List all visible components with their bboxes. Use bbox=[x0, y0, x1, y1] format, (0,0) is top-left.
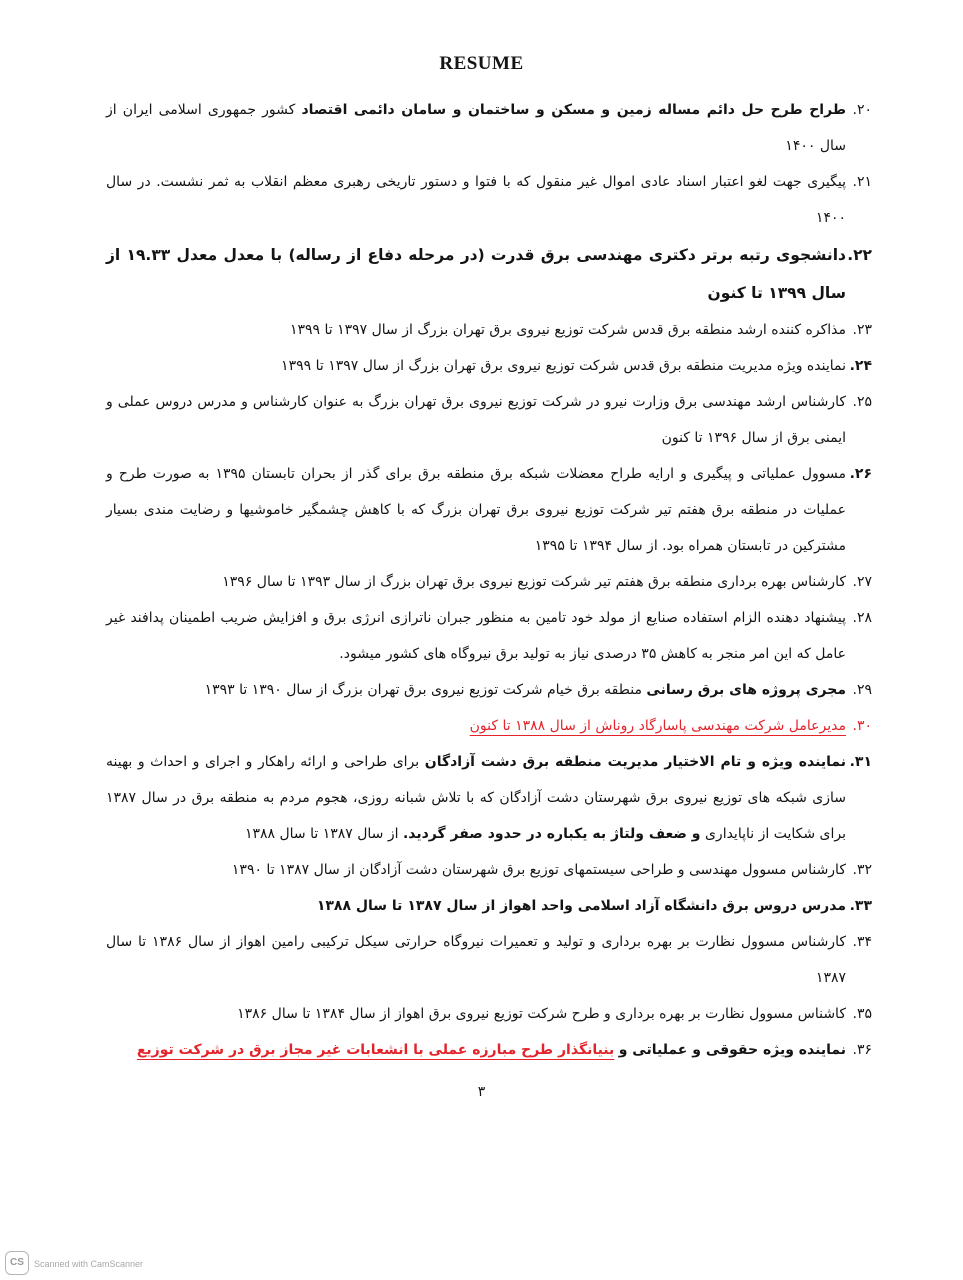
item-number: ۳۰. bbox=[852, 718, 872, 734]
item-text bbox=[106, 708, 846, 744]
item-number: ۳۱. bbox=[849, 754, 872, 770]
item-number: ۲۶. bbox=[849, 466, 872, 482]
resume-item-29 bbox=[91, 672, 872, 708]
item-number: ۲۲. bbox=[847, 246, 872, 264]
item-number: ۲۹. bbox=[852, 682, 872, 698]
resume-item-23 bbox=[91, 312, 872, 348]
item-number: ۲۱. bbox=[852, 174, 872, 190]
item-text-normal: از سال ۱۳۸۷ تا سال ۱۳۸۸ bbox=[244, 826, 399, 842]
resume-item-31 bbox=[91, 744, 872, 852]
item-text: کاشناس مسوول نظارت بر بهره برداری و طرح شرکت توزیع نیروی برق اهواز از سال ۱۳۸۴ تا سال ۱۳۸۶ bbox=[237, 1006, 846, 1022]
item-text-bold: نماینده ویژه حقوقی و عملیاتی و bbox=[618, 1042, 846, 1058]
item-text: پیشنهاد دهنده الزام استفاده صنایع از مولد خود تامین به منظور جبران ناترازی انرژی برق و افزایش ضریب اطمینان پدافند غیر عامل که این امر منجر به کاهش ۳۵ درصدی نیاز به تولید برق نیروگاه های کشور میشود. bbox=[106, 610, 846, 662]
resume-list bbox=[91, 92, 872, 1110]
item-text-highlight: مدیرعامل شرکت مهندسی پاسارگاد روناش از سال ۱۳۸۸ تا کنون bbox=[469, 718, 846, 734]
item-text: پیگیری جهت لغو اعتبار اسناد عادی اموال غیر منقول که با فتوا و دستور تاریخی رهبری معظم انقلاب به ثمر نشست. در سال ۱۴۰۰ bbox=[106, 174, 846, 226]
item-text: کارشناس مسوول مهندسی و طراحی سیستمهای توزیع برق شهرستان دشت آزادگان از سال ۱۳۸۷ تا ۱۳۹۰ bbox=[231, 862, 846, 878]
item-number: ۲۰. bbox=[852, 102, 872, 118]
item-text-bold: و ضعف ولتاژ به یکباره در حدود صفر گردید. bbox=[402, 826, 701, 842]
page-title: RESUME bbox=[439, 53, 524, 74]
camscanner-logo-icon: CS bbox=[5, 1251, 29, 1275]
item-number: ۳۲. bbox=[852, 862, 872, 878]
resume-item-30 bbox=[91, 708, 872, 744]
item-text bbox=[106, 92, 846, 164]
resume-item-34 bbox=[91, 924, 872, 996]
resume-item-22 bbox=[91, 236, 872, 312]
resume-item-24 bbox=[91, 348, 872, 384]
item-text-bold: مجری پروژه های برق رسانی bbox=[646, 682, 846, 698]
resume-item-33 bbox=[91, 888, 872, 924]
page-number: ۳ bbox=[477, 1084, 486, 1100]
resume-item-20 bbox=[91, 92, 872, 164]
item-text-bold: نماینده ویژه و تام الاختیار مدیریت منطقه برق دشت آزادگان bbox=[424, 754, 847, 770]
item-number: ۳۳. bbox=[849, 898, 872, 914]
item-text: کارشناس مسوول نظارت بر بهره برداری و تولید و تعمیرات نیروگاه حرارتی سیکل ترکیبی رامین اهواز از سال ۱۳۸۶ تا سال ۱۳۸۷ bbox=[106, 934, 846, 986]
item-number: ۳۵. bbox=[852, 1006, 872, 1022]
item-number: ۲۳. bbox=[852, 322, 872, 338]
item-text-normal: برای طراحی و ارائه راهکار و اجرای و احداث و بهینه سازی شبکه های توزیع نیروی برق شهرستان دشت آزادگان که با تلاش شبانه روزی، هجوم مردم به منطقه برق در سال ۱۳۸۷ برای شکایت از ناپایداری bbox=[106, 754, 846, 842]
item-text bbox=[106, 1032, 846, 1068]
item-text: مذاکره کننده ارشد منطقه برق قدس شرکت توزیع نیروی برق تهران بزرگ از سال ۱۳۹۷ تا ۱۳۹۹ bbox=[289, 322, 846, 338]
resume-item-36 bbox=[91, 1032, 872, 1068]
resume-item-26 bbox=[91, 456, 872, 564]
item-text: کارشناس بهره برداری منطقه برق هفتم تیر شرکت توزیع نیروی برق تهران بزرگ از سال ۱۳۹۳ تا سال ۱۳۹۶ bbox=[222, 574, 846, 590]
item-text bbox=[106, 744, 846, 852]
item-text bbox=[106, 672, 846, 708]
item-number: ۲۵. bbox=[852, 394, 872, 410]
scanner-watermark-text: Scanned with CamScanner bbox=[34, 1259, 144, 1269]
item-text-normal: کشور جمهوری اسلامی ایران از سال ۱۴۰۰ bbox=[106, 102, 846, 154]
item-text-highlight: بنیانگذار طرح مبارزه عملی با انشعابات غیر مجاز برق در شرکت توزیع bbox=[136, 1042, 615, 1058]
item-text-bold: طراح طرح حل دائم مساله زمین و مسکن و ساختمان و سامان دائمی اقتصاد bbox=[301, 102, 847, 118]
resume-item-32 bbox=[91, 852, 872, 888]
item-number: ۳۶. bbox=[852, 1042, 872, 1058]
resume-item-35 bbox=[91, 996, 872, 1032]
item-number: ۳۴. bbox=[852, 934, 872, 950]
item-text: دانشجوی رتبه برتر دکتری مهندسی برق قدرت (در مرحله دفاع از رساله) با معدل معدل ۱۹.۳۳ از سال ۱۳۹۹ تا کنون bbox=[106, 246, 846, 302]
item-number: ۲۴. bbox=[849, 358, 872, 374]
item-text: مسوول عملیاتی و پیگیری و ارایه طراح معضلات شبکه برق منطقه برق برای گذر از بحران تابستان ۱۳۹۵ به صورت طرح و عملیات در منطقه برق هفتم تیر شرکت توزیع نیروی برق تهران بزرگ که با کاهش چشمگیر خاموشیها و رضایت مندی بسیار مشترکین در تابستان همراه بود. از سال ۱۳۹۴ تا ۱۳۹۵ bbox=[106, 466, 847, 554]
item-number: ۲۸. bbox=[852, 610, 872, 626]
item-text: مدرس دروس برق دانشگاه آزاد اسلامی واحد اهواز از سال ۱۳۸۷ تا سال ۱۳۸۸ bbox=[316, 898, 846, 914]
item-number: ۲۷. bbox=[852, 574, 872, 590]
resume-item-21 bbox=[91, 164, 872, 236]
resume-item-28 bbox=[91, 600, 872, 672]
resume-item-27 bbox=[91, 564, 872, 600]
item-text: کارشناس ارشد مهندسی برق وزارت نیرو در شرکت توزیع نیروی برق تهران بزرگ به عنوان کارشناس و مدرس دروس عملی و ایمنی برق از سال ۱۳۹۶ تا کنون bbox=[106, 394, 846, 446]
item-text-normal: منطقه برق خیام شرکت توزیع نیروی برق تهران بزرگ از سال ۱۳۹۰ تا ۱۳۹۳ bbox=[204, 682, 642, 698]
item-text: نماینده ویژه مدیریت منطقه برق قدس شرکت توزیع نیروی برق تهران بزرگ از سال ۱۳۹۷ تا ۱۳۹۹ bbox=[281, 358, 846, 374]
resume-item-25 bbox=[91, 384, 872, 456]
